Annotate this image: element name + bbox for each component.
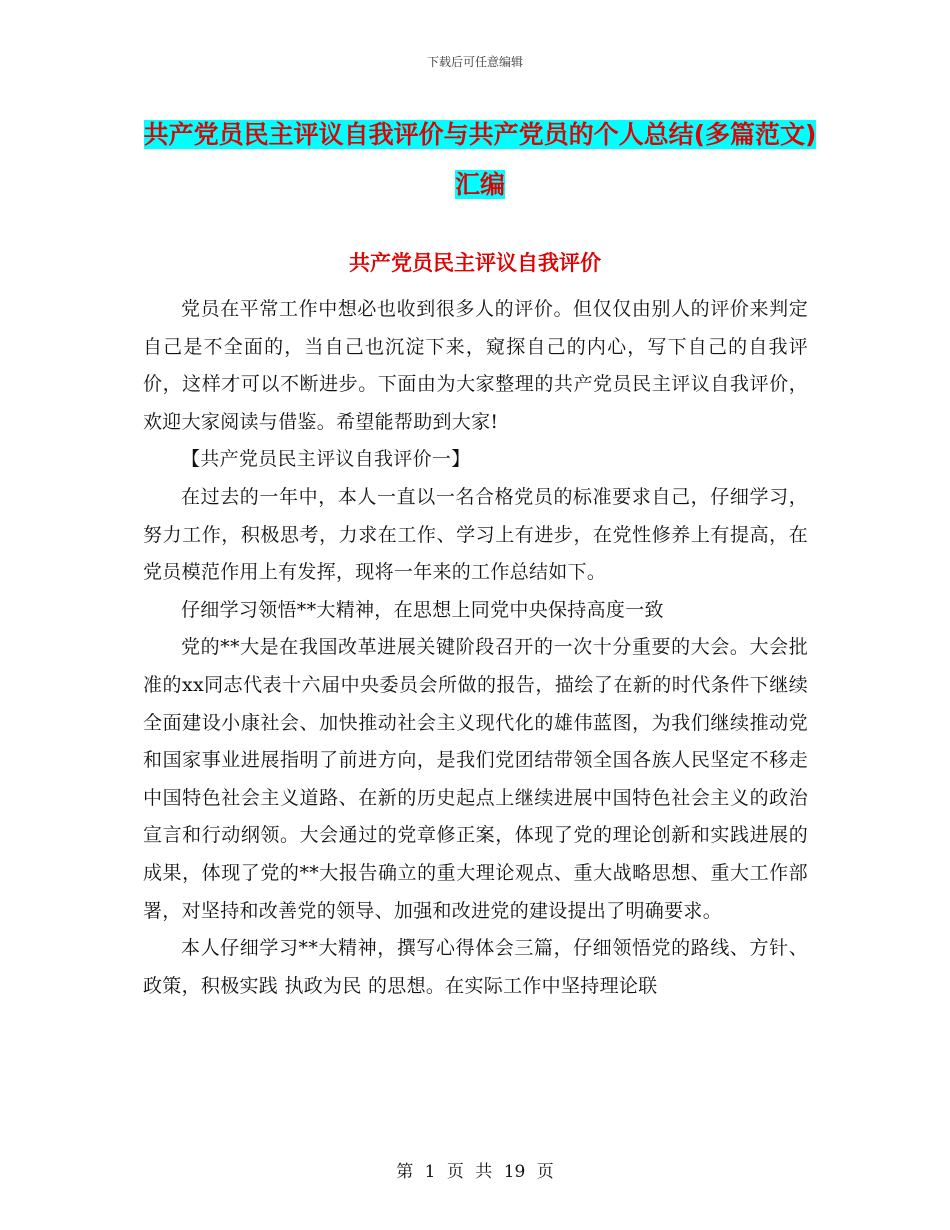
document-body [143,291,808,1005]
page-header-note: 下载后可任意编辑 [426,55,523,69]
document-title-text: 共产党员民主评议自我评价与共产党员的个人总结(多篇范文)汇编 [143,120,817,199]
body-paragraph: 党的**大是在我国改革进展关键阶段召开的一次十分重要的大会。大会批准的xx同志代表十六届中央委员会所做的报告，描绘了在新的时代条件下继续全面建设小康社会、加快推动社会主义现代化的雄伟蓝图，为我们继续推动党和国家事业进展指明了前进方向，是我们党团结带领全国各族人民坚定不移走中国特色社会主义道路、在新的历史起点上继续进展中国特色社会主义的政治宣言和行动纲领。大会通过的党章修正案，体现了党的理论创新和实践进展的成果，体现了党的**大报告确立的重大理论观点、重大战略思想、重大工作部署，对坚持和改善党的领导、加强和改进党的建设提出了明确要求。 [143,636,808,922]
body-paragraph: 本人仔细学习**大精神，撰写心得体会三篇，仔细领悟党的路线、方针、政策，积极实践 执政为民 的思想。在实际工作中坚持理论联 [143,937,808,997]
body-paragraph: 在过去的一年中，本人一直以一名合格党员的标准要求自己，仔细学习，努力工作，积极思考，力求在工作、学习上有进步，在党性修养上有提高，在党员模范作用上有发挥，现将一年来的工作总结如下。 [143,485,808,584]
body-paragraph: 党员在平常工作中想必也收到很多人的评价。但仅仅由别人的评价来判定自己是不全面的，当自己也沉淀下来，窥探自己的内心，写下自己的自我评价，这样才可以不断进步。下面由为大家整理的共产党员民主评议自我评价，欢迎大家阅读与借鉴。希望能帮助到大家! [143,298,808,433]
section-heading: 共产党员民主评议自我评价 [349,251,601,275]
body-paragraph: 仔细学习领悟**大精神，在思想上同党中央保持高度一致 [181,598,664,621]
body-paragraph: 【共产党员民主评议自我评价一】 [181,448,471,471]
document-title [140,110,820,210]
page-number-footer: 第 1 页 共 19 页 [396,1162,554,1182]
